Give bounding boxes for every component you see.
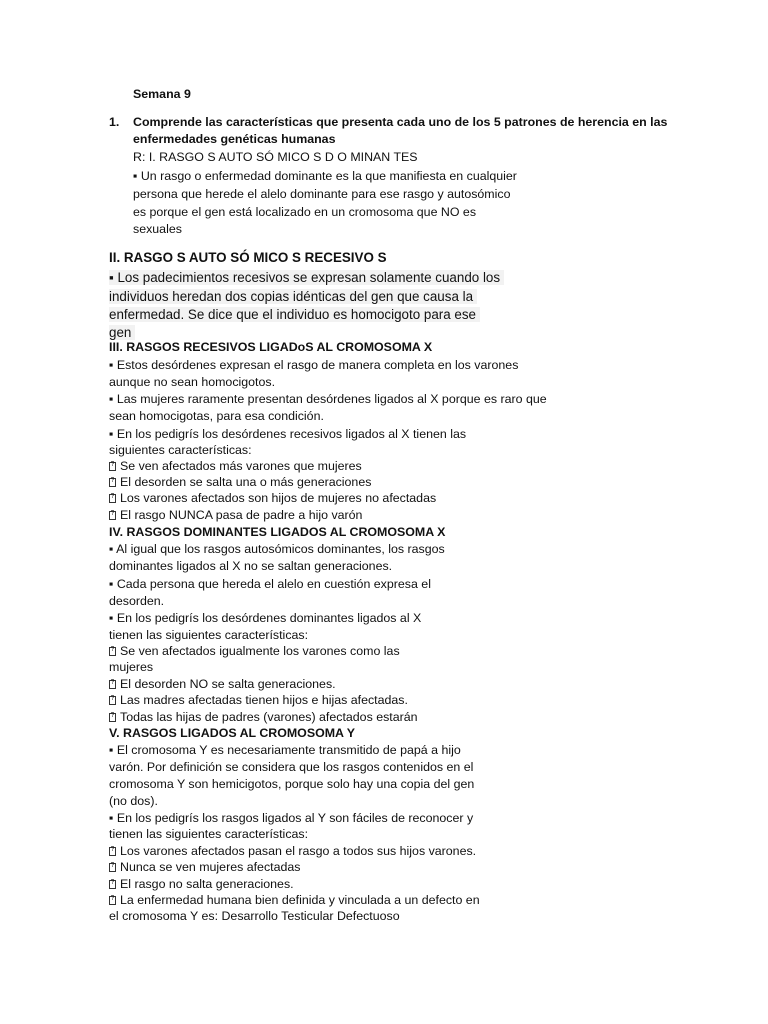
section-3-line: siguientes características: (109, 443, 252, 457)
answer-line-3: persona que herede el alelo dominante para ese rasgo y autosómico (133, 187, 511, 201)
section-2-line: gen (109, 323, 135, 342)
section-3-item: ?Los varones afectados son hijos de mujeres no afectadas (109, 490, 436, 506)
section-3-line: ▪ En los pedigrís los desórdenes recesivos ligados al X tienen las (109, 427, 467, 441)
missing-glyph-icon (109, 696, 116, 705)
section-2-line: individuos heredan dos copias idénticas del gen que causa la (109, 287, 477, 306)
section-5-line: tienen las siguientes características: (109, 827, 309, 841)
missing-glyph-icon (109, 478, 116, 487)
missing-glyph-icon (109, 494, 116, 503)
section-3-line: aunque no sean homocigotos. (109, 375, 276, 389)
section-4-line: dominantes ligados al X no se saltan generaciones. (109, 559, 393, 573)
section-3-line: ▪ Estos desórdenes expresan el rasgo de manera completa en los varones (109, 358, 519, 372)
section-2-title: II. RASGO S AUTO SÓ MICO S RECESIVO S (109, 250, 387, 265)
missing-glyph-icon (109, 847, 116, 856)
section-3-item: ?Se ven afectados más varones que mujeres (109, 458, 362, 474)
section-5-line: cromosoma Y son hemicigotos, porque solo hay una copia del gen (109, 777, 475, 791)
section-4-item: ?Se ven afectados igualmente los varones como las (109, 643, 400, 659)
missing-glyph-icon (109, 863, 116, 872)
question-line-2: enfermedades genéticas humanas (133, 132, 336, 146)
section-3-line: sean homocigotas, para esa condición. (109, 409, 324, 423)
section-3-title: III. RASGOS RECESIVOS LIGADoS AL CROMOSOMA X (109, 340, 433, 354)
answer-line-1: R: I. RASGO S AUTO SÓ MICO S D O MINAN TES (133, 150, 418, 164)
section-5-item: ?El rasgo no salta generaciones. (109, 876, 294, 892)
section-5-line: ▪ En los pedigrís los rasgos ligados al Y son fáciles de reconocer y (109, 811, 474, 825)
missing-glyph-icon (109, 896, 116, 905)
question-line-1: Comprende las características que presenta cada uno de los 5 patrones de herencia en las (133, 115, 668, 129)
missing-glyph-icon (109, 647, 116, 656)
section-5-line: (no dos). (109, 794, 158, 808)
answer-line-4: es porque el gen está localizado en un cromosoma que NO es (133, 205, 477, 219)
section-5-last-line: el cromosoma Y es: Desarrollo Testicular Defectuoso (109, 909, 400, 923)
section-3-item: ?El desorden se salta una o más generaciones (109, 474, 371, 490)
section-5-item: ?Los varones afectados pasan el rasgo a todos sus hijos varones. (109, 843, 476, 859)
section-4-item: ?El desorden NO se salta generaciones. (109, 676, 336, 692)
section-4-item-cont: mujeres (109, 660, 154, 674)
missing-glyph-icon (109, 713, 116, 722)
missing-glyph-icon (109, 680, 116, 689)
section-3-item: ?El rasgo NUNCA pasa de padre a hijo varón (109, 507, 362, 523)
missing-glyph-icon (109, 880, 116, 889)
answer-line-2: ▪ Un rasgo o enfermedad dominante es la que manifiesta en cualquier (133, 169, 517, 183)
question-number: 1. (109, 115, 120, 129)
section-4-line: tienen las siguientes características: (109, 628, 309, 642)
section-4-line: desorden. (109, 594, 165, 608)
section-2-line: ▪ Los padecimientos recesivos se expresan solamente cuando los (109, 268, 504, 287)
section-4-item: ?Todas las hijas de padres (varones) afectados estarán (109, 709, 418, 725)
section-3-line: ▪ Las mujeres raramente presentan desórdenes ligados al X porque es raro que (109, 392, 547, 406)
section-5-line: ▪ El cromosoma Y es necesariamente transmitido de papá a hijo (109, 743, 461, 757)
section-4-item: ?Las madres afectadas tienen hijos e hijas afectadas. (109, 692, 408, 708)
section-4-line: ▪ En los pedigrís los desórdenes dominantes ligados al X (109, 611, 422, 625)
missing-glyph-icon (109, 462, 116, 471)
answer-line-5: sexuales (133, 222, 182, 236)
section-5-item: ?Nunca se ven mujeres afectadas (109, 859, 300, 875)
section-5-title: V. RASGOS LIGADOS AL CROMOSOMA Y (109, 726, 356, 740)
section-4-line: ▪ Al igual que los rasgos autosómicos dominantes, los rasgos (109, 542, 445, 556)
section-5-line: varón. Por definición se considera que los rasgos contenidos en el (109, 760, 474, 774)
missing-glyph-icon (109, 511, 116, 520)
section-5-item: ?La enfermedad humana bien definida y vinculada a un defecto en (109, 892, 480, 908)
section-4-line: ▪ Cada persona que hereda el alelo en cuestión expresa el (109, 577, 431, 591)
page-heading: Semana 9 (133, 87, 191, 101)
section-4-title: IV. RASGOS DOMINANTES LIGADOS AL CROMOSOMA X (109, 525, 446, 539)
section-2-line: enfermedad. Se dice que el individuo es homocigoto para ese (109, 305, 480, 324)
